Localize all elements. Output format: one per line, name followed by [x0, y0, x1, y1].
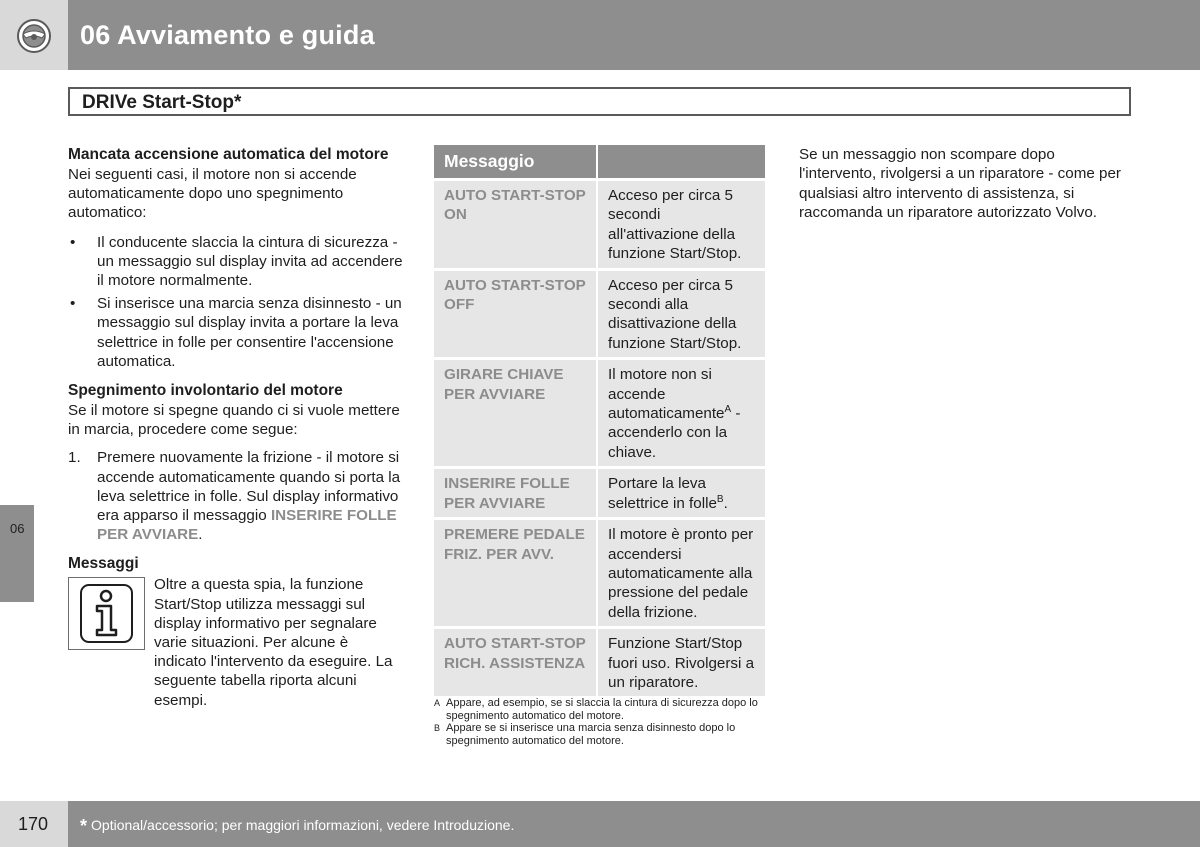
description-cell: Il motore è pronto per accendersi automaticamente alla pressione del pedale della frizione. [598, 517, 765, 626]
footnote-ref: A [724, 404, 732, 415]
table-row [434, 517, 765, 626]
description-cell: Acceso per circa 5 secondi all'attivazione della funzione Start/Stop. [598, 178, 765, 268]
bullet-list [68, 233, 404, 371]
footnotes [434, 697, 774, 747]
messages-paragraph: Oltre a questa spia, la funzione Start/Stop utilizza messaggi sul display informativo per segnalare varie situazioni. Per alcune è indicato l'intervento da eseguire. La seguente tabella riporta alcuni esempi. [154, 576, 393, 709]
step-end: . [198, 526, 203, 544]
heading-messaggi: Messaggi [68, 555, 139, 573]
header-bar [68, 0, 1200, 70]
description-text: - accenderlo con la chiave. [608, 405, 741, 461]
step-message-highlight: INSERIRE FOLLE PER AVVIARE [97, 507, 397, 544]
steering-wheel-icon [16, 18, 52, 54]
step-item [68, 448, 404, 544]
message-cell: AUTO START-STOP RICH. ASSISTENZA [434, 626, 598, 696]
right-paragraph: Se un messaggio non scompare dopo l'intervento, rivolgersi a un riparatore - come per qualsiasi altro intervento di assistenza, si raccomanda un riparatore autorizzato Volvo. [799, 146, 1121, 222]
description-cell [598, 357, 765, 466]
page-number: 170 [18, 814, 49, 834]
chapter-title: 06 Avviamento e guida [80, 20, 375, 50]
footnote-b [434, 722, 774, 747]
side-tab-label: 06 [10, 521, 25, 536]
message-cell: AUTO START-STOP OFF [434, 268, 598, 358]
bullet-dot: • [70, 295, 76, 313]
bullet-text: Il conducente slaccia la cintura di sicurezza - un messaggio sul display invita ad accendere il motore normalmente. [97, 233, 403, 290]
heading-spegnimento: Spegnimento involontario del motore [68, 382, 343, 400]
step-number: 1. [68, 449, 81, 467]
bullet-dot: • [70, 233, 76, 251]
table-header-row [434, 145, 765, 178]
table-row [434, 357, 765, 466]
section-title-box [68, 87, 1131, 116]
table-row [434, 268, 765, 358]
list-item [68, 294, 404, 371]
table-header-messaggio: Messaggio [434, 145, 598, 178]
message-cell: GIRARE CHIAVE PER AVVIARE [434, 357, 598, 466]
description-cell [598, 466, 765, 517]
header-icon-box [0, 0, 68, 70]
footnote-mark: B [434, 723, 441, 733]
chapter-side-tab [0, 505, 34, 602]
table-row [434, 626, 765, 696]
footnote-text: Appare se si inserisce una marcia senza disinnesto dopo lo spegnimento automatico del motore. [446, 722, 736, 747]
footnote-text: Appare, ad esempio, se si slaccia la cintura di sicurezza dopo lo spegnimento automatico del motore. [446, 697, 758, 722]
footnote-ref: B [716, 493, 724, 505]
table-header-empty [598, 145, 765, 178]
intro-paragraph: Nei seguenti casi, il motore non si accende automaticamente dopo uno spegnimento automatico: [68, 166, 357, 222]
footnote-mark: A [434, 698, 441, 708]
description-cell: Acceso per circa 5 secondi alla disattivazione della funzione Start/Stop. [598, 268, 765, 358]
left-column [68, 145, 404, 710]
footer-note [80, 816, 514, 837]
message-cell: INSERIRE FOLLE PER AVVIARE [434, 466, 598, 517]
table-row [434, 178, 765, 268]
list-item [68, 233, 404, 291]
footer-star: * [80, 816, 88, 836]
right-column [799, 145, 1134, 223]
messages-info [68, 575, 404, 709]
footer-page-box [0, 801, 68, 847]
table-row [434, 466, 765, 517]
description-cell: Funzione Start/Stop fuori uso. Rivolgersi a un riparatore. [598, 626, 765, 696]
description-text: Il motore non si accende automaticamente [608, 366, 725, 423]
messages-table [434, 145, 765, 696]
message-cell: PREMERE PEDALE FRIZ. PER AVV. [434, 517, 598, 626]
spegnimento-paragraph: Se il motore si spegne quando ci si vuole mettere in marcia, procedere come segue: [68, 402, 400, 439]
section-title: DRIVe Start-Stop* [82, 92, 242, 113]
footer-bar [68, 801, 1200, 847]
step-list [68, 448, 404, 544]
footer-note-text: Optional/accessorio; per maggiori informazioni, vedere Introduzione. [91, 817, 515, 833]
info-symbol-icon [68, 577, 145, 650]
heading-mancata-accensione: Mancata accensione automatica del motore [68, 146, 389, 163]
description-text: Portare la leva selettrice in folle [608, 475, 717, 512]
footnote-a [434, 697, 774, 722]
description-text: . [723, 494, 728, 512]
bullet-text: Si inserisce una marcia senza disinnesto - un messaggio sul display invita a portare la leva selettrice in folle per consentire l'accensione automatica. [97, 295, 402, 370]
step-text: Premere nuovamente la frizione - il motore si accende automaticamente quando si porta la leva selettrice in folle. Sul display informativo era apparso il messaggio [97, 449, 401, 525]
message-cell: AUTO START-STOP ON [434, 178, 598, 268]
